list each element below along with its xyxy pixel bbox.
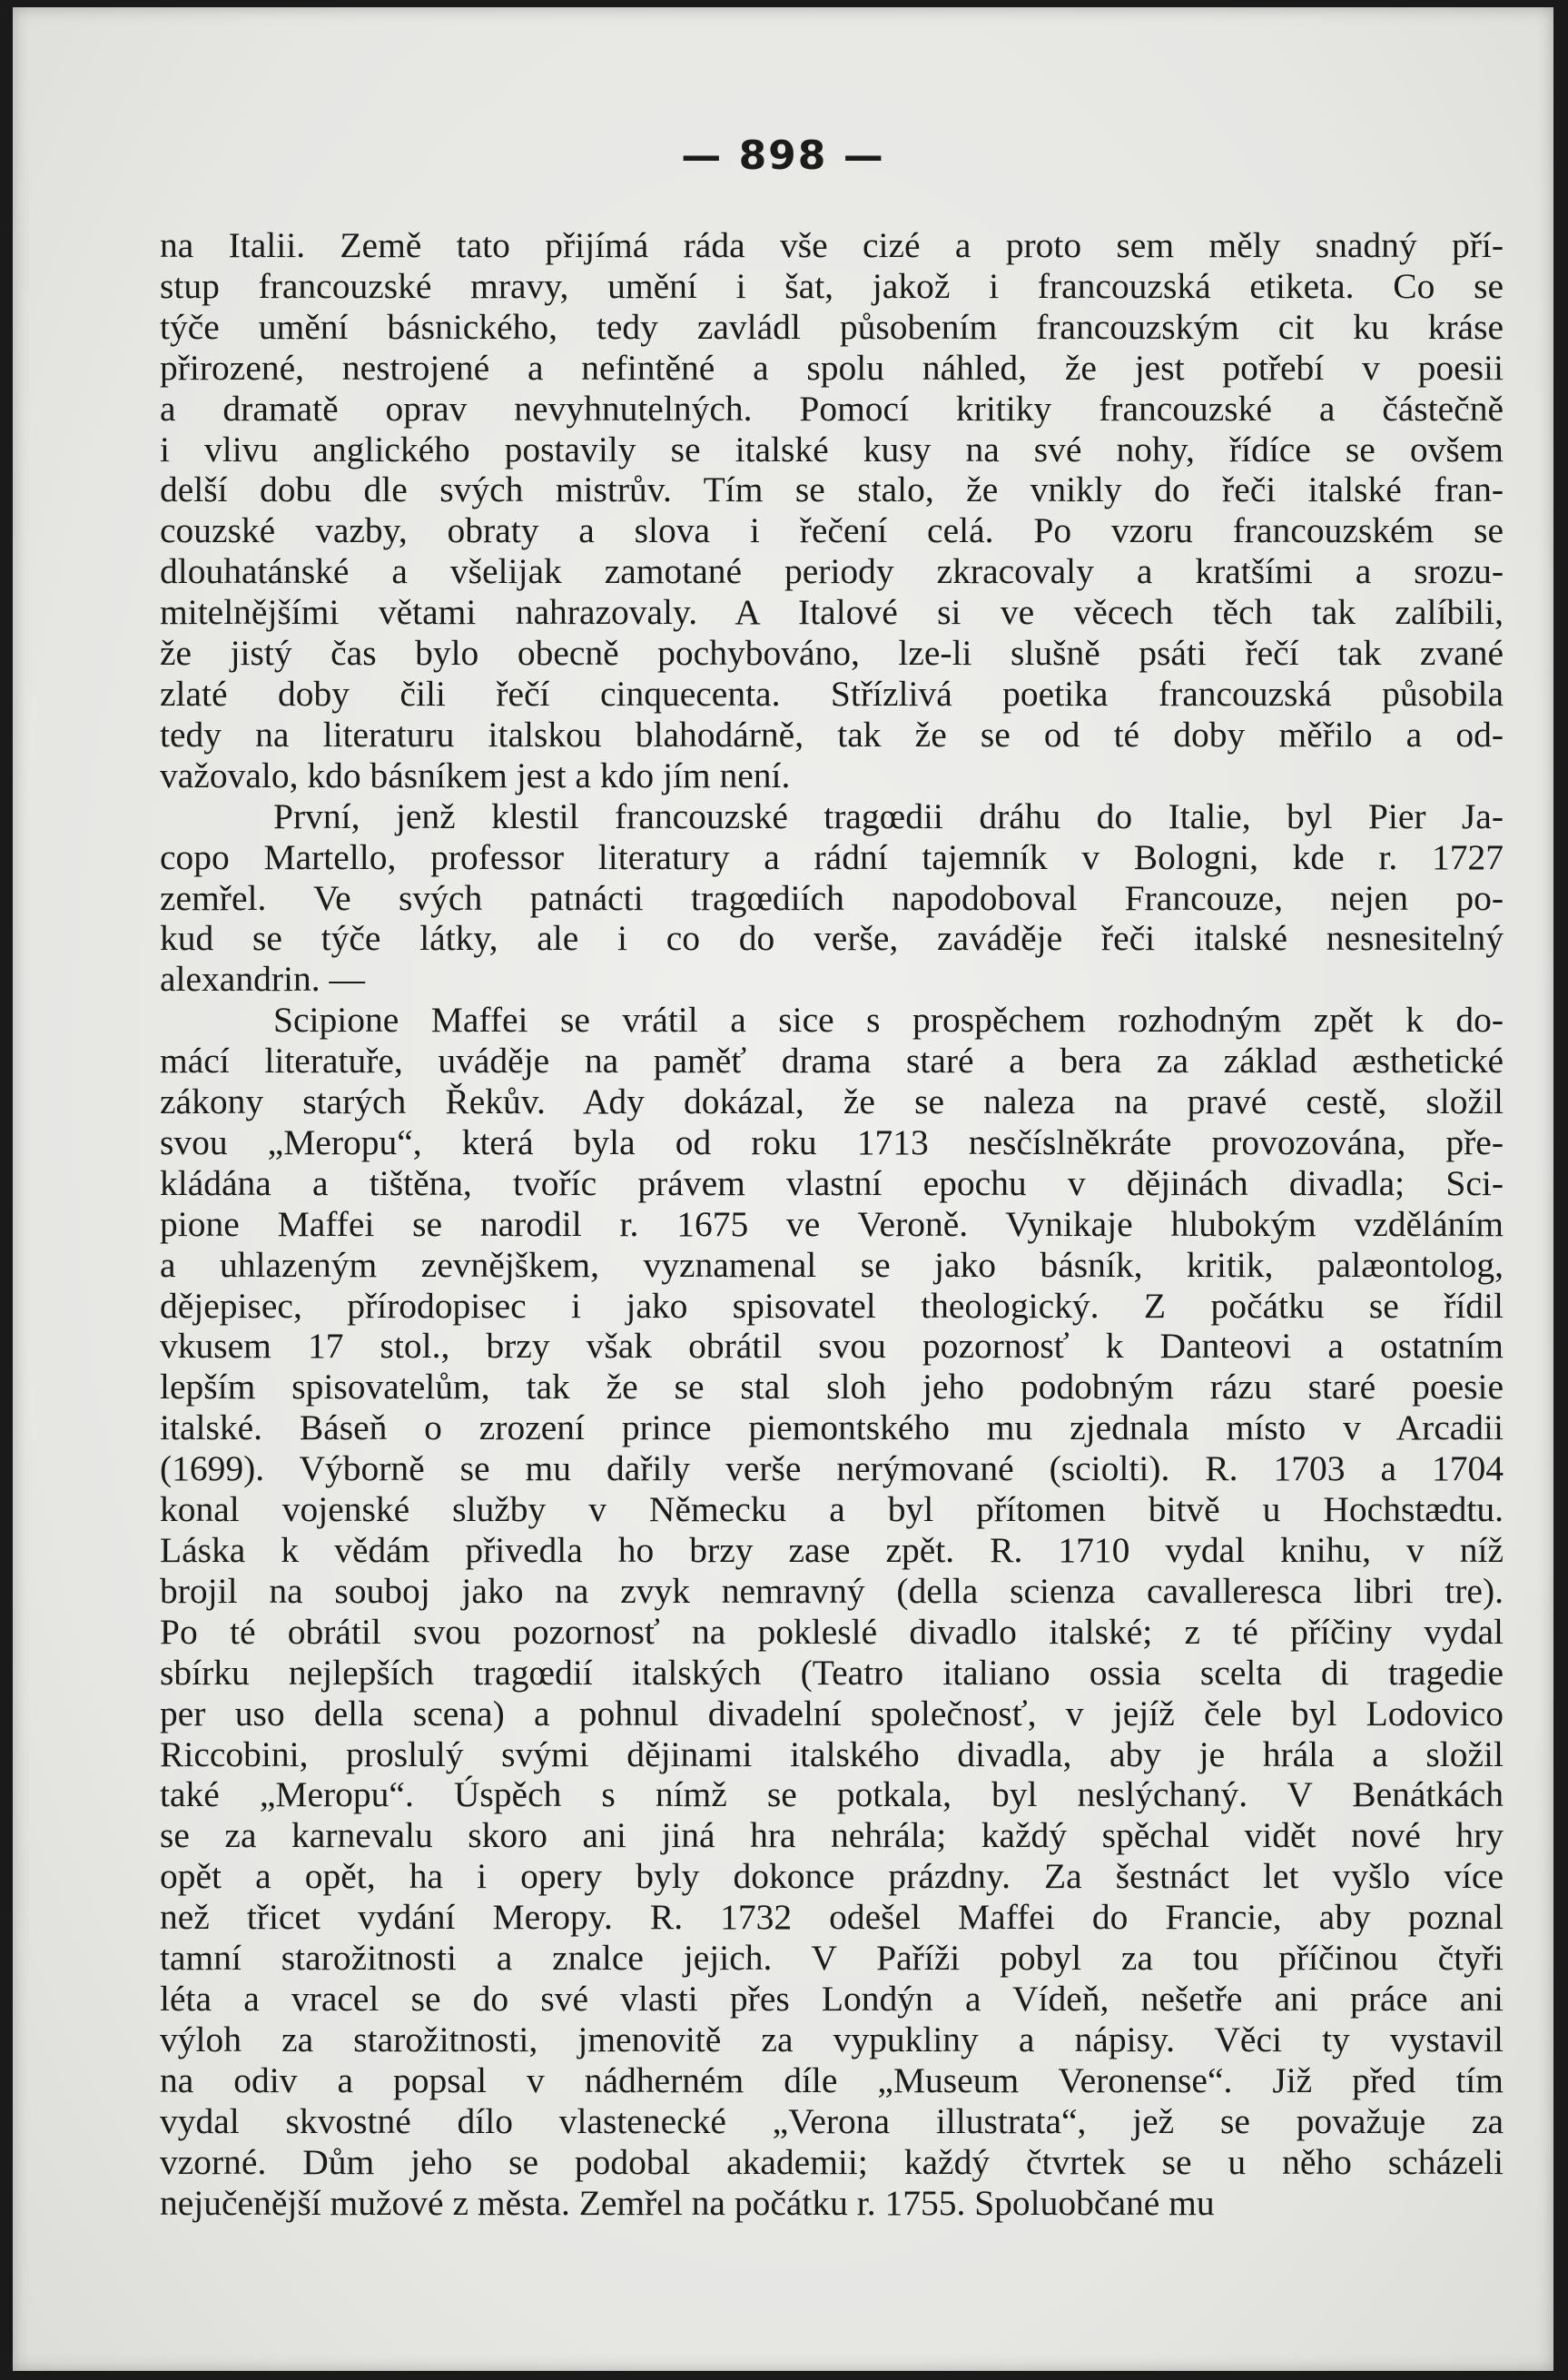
text-line: vzorné. Dům jeho se podobal akademii; každý čtvrtek se u něho scházeli bbox=[160, 2141, 1504, 2182]
text-line: per uso della scena) a pohnul divadelní společnosť, v jejíž čele byl Lodovico bbox=[160, 1693, 1504, 1733]
text-line: Riccobini, proslulý svými dějinami italského divadla, aby je hrála a složil bbox=[160, 1733, 1504, 1774]
text-line: Po té obrátil svou pozornosť na pokleslé divadlo italské; z té příčiny vydal bbox=[160, 1611, 1504, 1652]
text-line: Láska k vědám přivedla ho brzy zase zpět. R. 1710 vydal knihu, v níž bbox=[160, 1530, 1504, 1570]
text-line: nejučenější mužové z města. Zemřel na počátku r. 1755. Spoluobčané mu bbox=[160, 2182, 1215, 2223]
paragraph-1 bbox=[160, 225, 1504, 796]
text-line: léta a vracel se do své vlasti přes Londýn a Vídeň, nešetře ani práce ani bbox=[160, 1978, 1504, 2019]
text-line: a uhlazeným zevnějškem, vyznamenal se jako básník, kritik, palæontolog, bbox=[160, 1244, 1504, 1285]
text-line: delší dobu dle svých mistrův. Tím se stalo, že vnikly do řeči italské fran- bbox=[160, 469, 1504, 510]
text-line: mitelnějšími větami nahrazovaly. A Italové si ve věcech těch tak zalíbili, bbox=[160, 592, 1504, 633]
text-line: se za karnevalu skoro ani jiná hra nehrála; každý spěchal vidět nové hry bbox=[160, 1815, 1504, 1856]
text-line: zemřel. Ve svých patnácti tragœdiích napodoboval Francouze, nejen po- bbox=[160, 877, 1504, 918]
text-line: mácí literatuře, uváděje na paměť drama staré a bera za základ æsthetické bbox=[160, 1041, 1504, 1081]
text-line: vydal skvostné dílo vlastenecké „Verona illustrata“, jež se považuje za bbox=[160, 2100, 1504, 2141]
text-line: važovalo, kdo básníkem jest a kdo jím není. bbox=[160, 755, 791, 795]
paragraph-3 bbox=[160, 1000, 1504, 2223]
text-line: pione Maffei se narodil r. 1675 ve Veroně. Vynikaje hlubokým vzděláním bbox=[160, 1203, 1504, 1244]
text-line: lepším spisovatelům, tak že se stal sloh jeho podobným rázu staré poesie bbox=[160, 1367, 1504, 1407]
paragraph-2 bbox=[160, 796, 1504, 1001]
text-line: svou „Meropu“, která byla od roku 1713 nesčíslněkráte provozována, pře- bbox=[160, 1121, 1504, 1162]
text-line: na Italii. Země tato přijímá ráda vše cizé a proto sem měly snadný pří- bbox=[160, 225, 1504, 265]
page-number: — 898 — bbox=[681, 133, 885, 179]
text-line: dějepisec, přírodopisec i jako spisovatel theologický. Z počátku se řídil bbox=[160, 1285, 1504, 1326]
text-line: Scipione Maffei se vrátil a sice s prospěchem rozhodným zpět k do- bbox=[273, 1000, 1504, 1041]
text-line: kud se týče látky, ale i co do verše, zaváděje řeči italské nesnesitelný bbox=[160, 918, 1504, 959]
text-line: konal vojenské služby v Německu a byl přítomen bitvě u Hochstædtu. bbox=[160, 1489, 1504, 1530]
text-line: týče umění básnického, tedy zavládl působením francouzským cit ku kráse bbox=[160, 306, 1504, 347]
text-line: italské. Báseň o zrození prince piemontského mu zjednala místo v Arcadii bbox=[160, 1407, 1504, 1448]
text-line: i vlivu anglického postavily se italské kusy na své nohy, řídíce se ovšem bbox=[160, 429, 1504, 469]
text-line: než třicet vydání Meropy. R. 1732 odešel Maffei do Francie, aby poznal bbox=[160, 1897, 1504, 1938]
text-line: také „Meropu“. Úspěch s nímž se potkala, byl neslýchaný. V Benátkách bbox=[160, 1774, 1504, 1815]
text-line: na odiv a popsal v nádherném díle „Museum Veronense“. Již před tím bbox=[160, 2059, 1504, 2100]
text-line: tamní starožitnosti a znalce jejich. V Paříži pobyl za tou příčinou čtyři bbox=[160, 1938, 1504, 1979]
body-text bbox=[160, 225, 1504, 2223]
text-line: couzské vazby, obraty a slova i řečení celá. Po vzoru francouzském se bbox=[160, 510, 1504, 551]
text-line: alexandrin. — bbox=[160, 959, 365, 1000]
text-line: a dramatě oprav nevyhnutelných. Pomocí kritiky francouzské a částečně bbox=[160, 388, 1504, 429]
text-line: tedy na literaturu italskou blahodárně, tak že se od té doby měřilo a od- bbox=[160, 714, 1504, 755]
text-line: zlaté doby čili řečí cinquecenta. Střízlivá poetika francouzská působila bbox=[160, 673, 1504, 714]
text-line: brojil na souboj jako na zvyk nemravný (della scienza cavalleresca libri tre). bbox=[160, 1570, 1504, 1611]
text-line: výloh za starožitnosti, jmenovitě za vypukliny a nápisy. Věci ty vystavil bbox=[160, 2019, 1504, 2059]
text-line: stup francouzské mravy, umění i šat, jakož i francouzská etiketa. Co se bbox=[160, 265, 1504, 306]
text-line: První, jenž klestil francouzské tragœdii dráhu do Italie, byl Pier Ja- bbox=[273, 795, 1504, 836]
text-line: dlouhatánské a všelijak zamotané periody zkracovaly a kratšími a srozu- bbox=[160, 551, 1504, 592]
text-line: vkusem 17 stol., brzy však obrátil svou pozornosť k Danteovi a ostatním bbox=[160, 1326, 1504, 1367]
text-line: (1699). Výborně se mu dařily verše nerýmované (sciolti). R. 1703 a 1704 bbox=[160, 1448, 1504, 1489]
book-page bbox=[13, 7, 1553, 2371]
text-line: že jistý čas bylo obecně pochybováno, lze-li slušně psáti řečí tak zvané bbox=[160, 633, 1504, 674]
text-line: copo Martello, professor literatury a rádní tajemník v Bologni, kde r. 1727 bbox=[160, 836, 1504, 877]
text-line: zákony starých Řekův. Ady dokázal, že se naleza na pravé cestě, složil bbox=[160, 1081, 1504, 1122]
text-line: sbírku nejlepších tragœdií italských (Teatro italiano ossia scelta di tragedie bbox=[160, 1652, 1504, 1693]
text-line: přirozené, nestrojené a nefintěné a spolu náhled, že jest potřebí v poesii bbox=[160, 347, 1504, 388]
text-line: opět a opět, ha i opery byly dokonce prázdny. Za šestnáct let vyšlo více bbox=[160, 1856, 1504, 1897]
text-line: kládána a tištěna, tvoříc právem vlastní epochu v dějinách divadla; Sci- bbox=[160, 1162, 1504, 1203]
